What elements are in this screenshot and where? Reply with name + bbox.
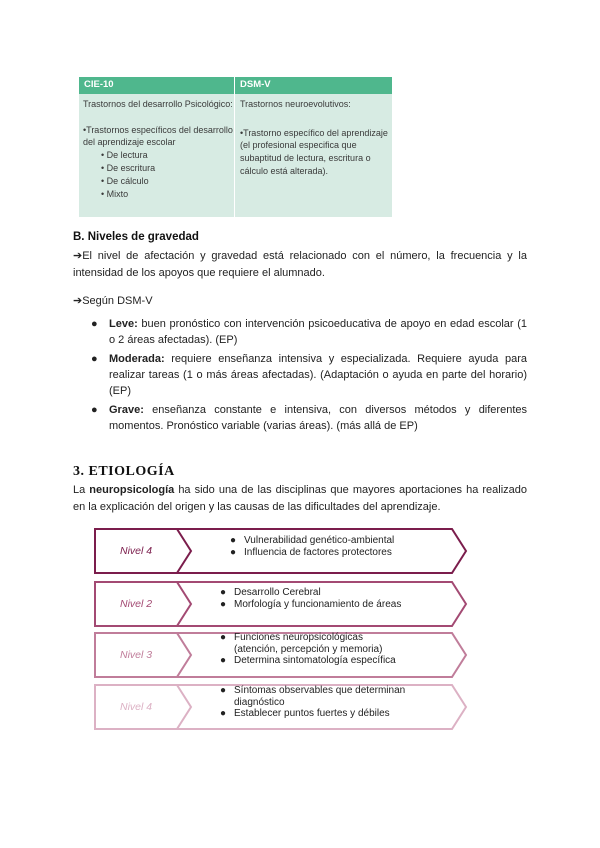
table-cell-line: Trastornos del desarrollo Psicológico: [83, 99, 233, 109]
severity-list [91, 316, 527, 434]
level-label: Nivel 2 [120, 598, 153, 610]
table-cell-line: (el profesional especifica que [240, 140, 357, 150]
levels-diagram [94, 528, 474, 738]
level-text: ● Funciones neuropsicológicas (atención, percepción y memoria) ● Determina sintomatología específica [220, 632, 396, 666]
table-header-cie10: CIE-10 [84, 79, 114, 90]
bullet-icon: ● [220, 655, 227, 666]
bullet-icon: ● [220, 598, 227, 610]
table-cell-line: Trastornos neuroevolutivos: [240, 99, 351, 109]
bullet-icon: ● [91, 318, 98, 330]
para-prefix: La [73, 484, 90, 496]
bullet-icon: ● [230, 546, 237, 558]
table-cell-line: cálculo está alterada). [240, 166, 329, 176]
bullet-icon: ● [220, 632, 227, 643]
bullet-icon: ● [220, 708, 227, 719]
level-label: Nivel 4 [120, 701, 153, 713]
para-bold: neuropsicología [89, 484, 175, 496]
table-column-divider [234, 77, 235, 217]
bullet-icon: ● [220, 587, 227, 598]
table-cell-line: •Trastornos específicos del desarrollo [83, 125, 233, 135]
severity-desc: buen pronóstico con intervención psicoeducativa de apoyo en edad escolar (1 o 2 áreas afectadas). (EP) [109, 318, 527, 346]
etiology-paragraph [73, 482, 527, 516]
section-b-intro: ➔El nivel de afectación y gravedad está relacionado con el número, la frecuencia y la intensidad de los apoyos que requiere el alumnado. [73, 250, 527, 279]
level-label: Nivel 3 [120, 649, 153, 661]
bullet-icon: ● [220, 685, 227, 696]
table-cell-line: • De lectura [101, 150, 148, 160]
level-text: ● Síntomas observables que determinan diagnóstico ● Establecer puntos fuertes y débiles [220, 685, 406, 719]
severity-desc: enseñanza constante e intensiva, con diversos métodos y diferentes momentos. Pronóstico variable (varias áreas). (más allá de EP) [109, 404, 527, 432]
level-text: ● Desarrollo Cerebral ● Morfología y funcionamiento de áreas [220, 587, 402, 610]
list-item [91, 351, 527, 399]
table-header-row [79, 77, 392, 94]
table-cell-line: •Trastorno específico del aprendizaje [240, 128, 388, 138]
bullet-icon: ● [91, 404, 98, 416]
section-b-heading: B. Niveles de gravedad [73, 231, 199, 243]
table-cell-line: del aprendizaje escolar [83, 137, 176, 147]
table-cell-line: • De escritura [101, 163, 156, 173]
table-header-dsmv: DSM-V [240, 79, 271, 90]
comparison-table [79, 77, 392, 217]
severity-desc: requiere enseñanza intensiva y especializada. Requiere ayuda para realizar tareas (1 o más áreas afectadas). (Adaptación o ayuda en parte del horario) (EP) [109, 353, 527, 397]
bullet-icon: ● [230, 535, 237, 546]
bullet-icon: ● [91, 353, 98, 365]
severity-term: Leve: [109, 318, 138, 330]
table-cell-line: subaptitud de lectura, escritura o [240, 153, 371, 163]
list-item [91, 402, 527, 434]
severity-term: Grave: [109, 404, 144, 416]
level-text: ● Vulnerabilidad genético-ambiental ● Influencia de factores protectores [230, 535, 395, 558]
table-cell-line: • Mixto [101, 189, 129, 199]
dsm-label: ➔Según DSM-V [73, 295, 153, 307]
list-item [91, 316, 527, 348]
level-label: Nivel 4 [120, 545, 153, 557]
severity-term: Moderada: [109, 353, 165, 365]
section-3-heading: 3. ETIOLOGÍA [73, 464, 175, 479]
para-rest: ha sido una de las disciplinas que mayores aportaciones ha realizado en la explicación del origen y las causas de las dificultades del aprendizaje. [73, 484, 528, 513]
table-cell-line: • De cálculo [101, 176, 149, 186]
